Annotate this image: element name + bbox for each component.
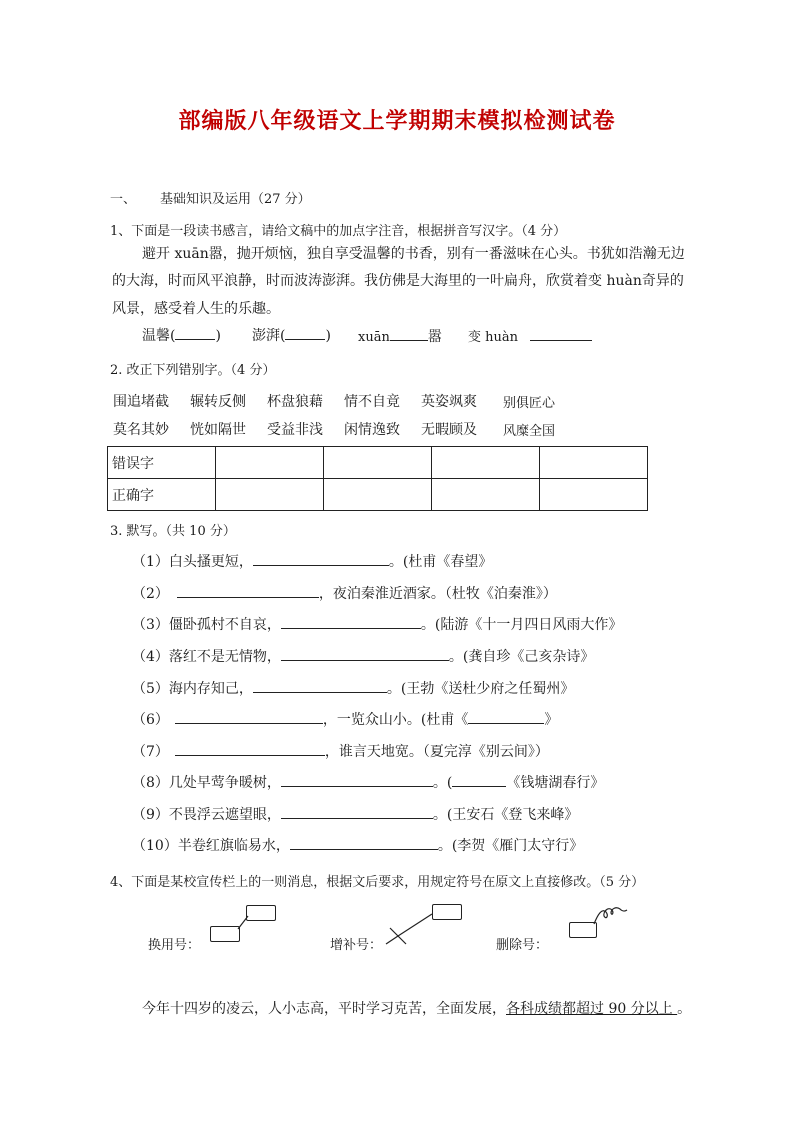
q1-item-label: 澎湃(	[252, 328, 286, 344]
q2-row1-item-6: 别俱匠心	[503, 396, 556, 411]
q3-item-2	[132, 583, 557, 603]
answer-blank[interactable]	[253, 678, 387, 693]
table-cell[interactable]	[216, 479, 324, 511]
insert-symbol-mark	[384, 912, 436, 946]
delete-symbol-label: 删除号：	[496, 938, 549, 953]
q3-item-after: 。(王安石《登飞来峰》	[432, 807, 579, 823]
answer-blank[interactable]	[175, 709, 323, 724]
q3-item-number: （4）	[132, 649, 169, 665]
q1-line3: 风景，感受着人生的乐趣。	[112, 301, 280, 317]
answer-blank[interactable]	[177, 583, 319, 598]
table-cell[interactable]	[324, 479, 432, 511]
answer-blank[interactable]	[175, 741, 325, 756]
answer-blank[interactable]	[530, 326, 592, 341]
q3-item-10	[132, 835, 583, 855]
q2-row1-item-1: 围追堵截	[113, 394, 169, 410]
section-number: 一、	[110, 192, 137, 207]
q3-item-after: 。(王勃《送杜少府之任蜀州》	[386, 681, 575, 697]
q3-item-after: ，一览众山小。(杜甫《	[322, 712, 469, 728]
q3-item-1	[132, 551, 492, 571]
q1-prompt: 1、下面是一段读书感言，请给文稿中的加点字注音，根据拼音写汉字。（4 分）	[110, 224, 567, 239]
delete-symbol-mark	[592, 904, 630, 926]
q2-row2-item-6: 风糜全国	[503, 424, 556, 439]
q3-item-before: 白头搔更短，	[168, 554, 253, 570]
answer-blank[interactable]	[281, 772, 433, 787]
q4-passage-text: 今年十四岁的凌云，人小志高，平时学习克苦，全面发展，	[142, 1001, 506, 1017]
q3-item-before: 僵卧孤村不自哀，	[168, 617, 281, 633]
q1-item-wenxin	[142, 325, 221, 345]
q2-row2-item-2: 恍如隔世	[190, 422, 246, 438]
q3-item-after: 。(龚自珍《己亥杂诗》	[448, 649, 595, 665]
q2-row1-item-5: 英姿飒爽	[421, 394, 477, 410]
table-cell[interactable]	[432, 447, 540, 479]
q2-prompt: 2. 改正下列错别字。（4 分）	[110, 363, 276, 378]
q3-item-number: （3）	[132, 617, 169, 633]
answer-blank[interactable]	[175, 325, 215, 340]
q1-item-label: 变 huàn	[468, 330, 519, 345]
q3-item-tail: 》	[544, 712, 559, 728]
table-row-label: 错误字	[108, 447, 216, 479]
section-heading: 基础知识及运用（27 分）	[160, 192, 311, 207]
insert-symbol-box	[432, 904, 462, 920]
q2-row2-item-1: 莫名其妙	[113, 422, 169, 438]
q1-line2: 的大海，时而风平浪静，时而波涛澎湃。我仿佛是大海里的一叶扁舟，欣赏着变 huàn奇异的	[112, 273, 684, 289]
q3-item-number: （6）	[132, 712, 169, 728]
q3-item-number: （7）	[132, 744, 169, 760]
q3-item-5	[132, 678, 574, 698]
q1-item-pengpai	[252, 325, 331, 345]
table-row	[108, 447, 648, 479]
q4-prompt: 4、下面是某校宣传栏上的一则消息，根据文后要求，用规定符号在原文上直接修改。（5 分）	[110, 875, 645, 890]
replace-symbol-label: 换用号：	[148, 938, 201, 953]
q3-item-7	[132, 741, 549, 761]
q1-item-close: )	[325, 328, 331, 344]
q2-row2-item-3: 受益非浅	[267, 422, 323, 438]
q3-item-before: 几处早莺争暖树，	[168, 775, 281, 791]
table-cell[interactable]	[432, 479, 540, 511]
table-row-label: 正确字	[108, 479, 216, 511]
q2-row1-item-2: 辗转反侧	[190, 394, 246, 410]
q3-item-before: 不畏浮云遮望眼，	[168, 807, 281, 823]
q3-item-9	[132, 804, 578, 824]
table-cell[interactable]	[216, 447, 324, 479]
table-row	[108, 479, 648, 511]
q3-item-after: ，夜泊秦淮近酒家。（杜牧《泊秦淮》）	[318, 586, 557, 602]
answer-blank[interactable]	[390, 326, 428, 341]
page-title: 部编版八年级语文上学期期末模拟检测试卷	[178, 108, 616, 134]
replace-symbol-box-upper	[246, 905, 276, 921]
q4-passage-underlined: 各科成绩都超过 90 分以上	[506, 1001, 678, 1017]
q3-item-before: 海内存知己，	[168, 681, 253, 697]
q3-item-number: （2）	[132, 586, 169, 602]
q3-item-before: 半卷红旗临易水，	[177, 838, 290, 854]
q3-item-number: （8）	[132, 775, 169, 791]
q3-item-tail: 《钱塘湖春行》	[506, 775, 605, 791]
q3-item-6	[132, 709, 558, 729]
answer-blank[interactable]	[281, 646, 449, 661]
answer-blank[interactable]	[290, 835, 438, 850]
q3-item-number: （10）	[132, 838, 178, 854]
q1-line1: 避开 xuān嚣，抛开烦恼，独自享受温馨的书香，别有一番滋味在心头。书犹如浩瀚无边	[142, 246, 685, 262]
q3-item-after: 。(陆游《十一月四日风雨大作》	[420, 617, 623, 633]
q3-item-3	[132, 614, 622, 634]
q3-item-after: ，谁言天地宽。（夏完淳《别云间》）	[324, 744, 549, 760]
q1-item-huan	[468, 326, 592, 345]
q1-item-label: 温馨(	[142, 328, 176, 344]
q1-item-close: 嚣	[427, 329, 442, 345]
insert-symbol-label: 增补号：	[330, 938, 383, 953]
q4-passage	[142, 998, 691, 1018]
answer-blank[interactable]	[285, 325, 325, 340]
q4-passage-end: 。	[677, 1001, 692, 1017]
q2-row2-item-4: 闲情逸致	[344, 422, 400, 438]
q2-row1-item-4: 情不自竟	[344, 394, 400, 410]
answer-blank[interactable]	[281, 614, 421, 629]
table-cell[interactable]	[324, 447, 432, 479]
table-cell[interactable]	[540, 447, 648, 479]
answer-blank[interactable]	[468, 709, 544, 724]
answer-blank[interactable]	[452, 772, 506, 787]
q3-item-before: 落红不是无情物，	[168, 649, 281, 665]
q1-item-close: )	[215, 328, 221, 344]
q2-row1-item-3: 杯盘狼藉	[267, 394, 323, 410]
q3-item-after: 。(杜甫《春望》	[388, 554, 493, 570]
q3-item-8	[132, 772, 604, 792]
q1-item-label: xuān	[358, 330, 390, 345]
q3-item-number: （5）	[132, 681, 169, 697]
table-cell[interactable]	[540, 479, 648, 511]
q3-item-number: （1）	[132, 554, 169, 570]
correction-table	[107, 446, 648, 511]
answer-blank[interactable]	[281, 804, 433, 819]
replace-symbol-connector	[236, 915, 250, 931]
q2-row2-item-5: 无暇顾及	[421, 422, 477, 438]
q3-item-number: （9）	[132, 807, 169, 823]
answer-blank[interactable]	[253, 551, 389, 566]
q3-item-4	[132, 646, 594, 666]
q3-item-after: 。(李贺《雁门太守行》	[437, 838, 584, 854]
q3-prompt: 3. 默写。（共 10 分）	[110, 524, 236, 539]
q3-item-after: 。(	[432, 775, 453, 791]
q1-item-xuan	[358, 326, 442, 346]
